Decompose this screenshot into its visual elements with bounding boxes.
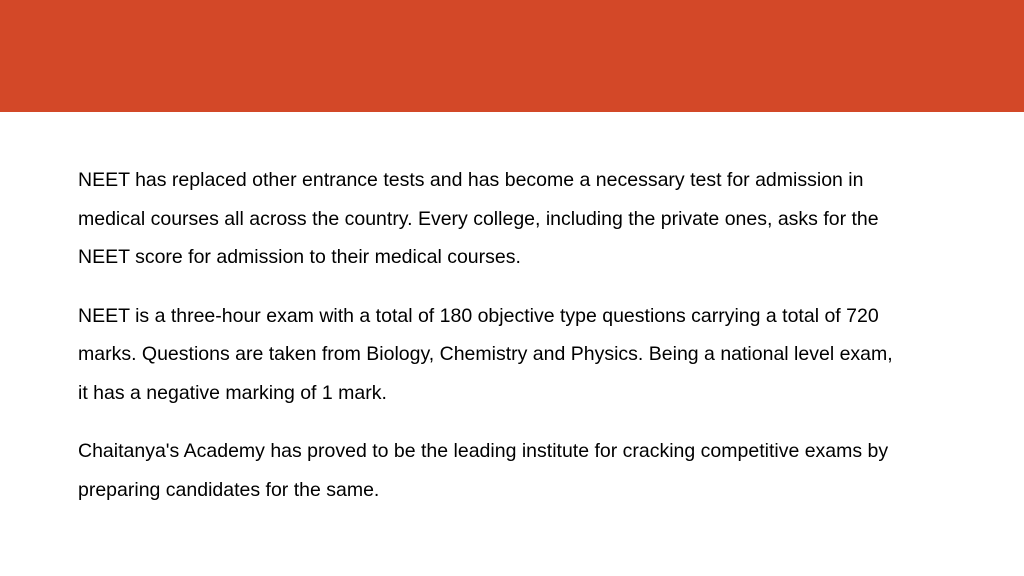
paragraph-neet-overview: NEET has replaced other entrance tests and has become a necessary test for admission in medical courses all across the country. Every college, including the private ones, asks for the NEET score for admission to their medical courses. xyxy=(78,169,879,268)
paragraph-academy: Chaitanya's Academy has proved to be the leading institute for cracking competitive exams by preparing candidates for the same. xyxy=(78,440,889,501)
header-band xyxy=(0,0,1024,112)
paragraph-exam-pattern: NEET is a three-hour exam with a total of 180 objective type questions carrying a total of 720 marks. Questions are taken from Biology, Chemistry and Physics. Being a national level exam, it has a negative marking of 1 mark. xyxy=(78,304,893,404)
slide-body xyxy=(78,161,898,529)
